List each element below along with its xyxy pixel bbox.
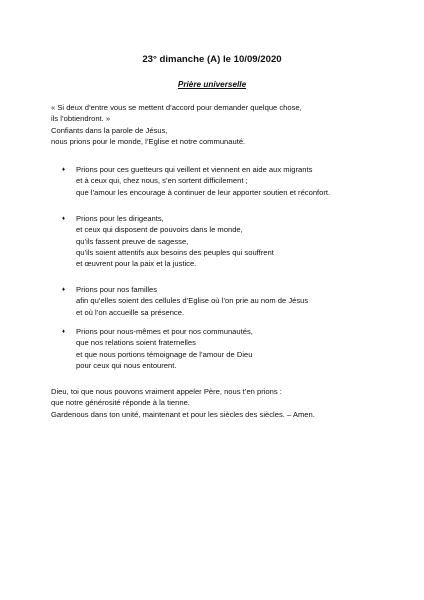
prayer-line: et où l’on accueille sa présence. xyxy=(76,307,185,317)
prayer-line: qu’ils fassent preuve de sagesse, xyxy=(76,236,189,246)
prayer-line: pour ceux qui nous entourent. xyxy=(76,360,177,370)
prayer-text xyxy=(76,213,274,269)
closing-paragraph xyxy=(51,386,315,420)
prayer-line: que l’amour les encourage à continuer de leur apporter soutien et réconfort. xyxy=(76,187,331,197)
intro-line: Confiants dans la parole de Jésus, xyxy=(51,125,168,135)
prayer-item xyxy=(62,213,274,269)
diamond-bullet-icon: ♦ xyxy=(62,287,66,293)
prayer-line: que nos relations soient fraternelles xyxy=(76,338,196,348)
prayer-text xyxy=(76,326,253,371)
prayer-line: Prions pour les dirigeants, xyxy=(76,214,164,223)
intro-line: nous prions pour le monde, l’Eglise et notre communauté. xyxy=(51,136,246,146)
prayer-item xyxy=(62,326,253,371)
prayer-line: afin qu’elles soient des cellules d’Eglise où l’on prie au nom de Jésus xyxy=(76,296,309,306)
closing-line: Gardenous dans ton unité, maintenant et pour les siècles des siècles. – Amen. xyxy=(51,409,315,419)
prayer-text xyxy=(76,164,330,198)
prayer-line: Prions pour nous-mêmes et pour nos communautés, xyxy=(76,327,253,336)
prayer-line: et à ceux qui, chez nous, s’en sortent difficilement ; xyxy=(76,176,248,186)
prayer-line: qu’ils soient attentifs aux besoins des peuples qui souffrent xyxy=(76,247,274,257)
prayer-item xyxy=(62,164,331,198)
prayer-text xyxy=(76,284,308,318)
intro-line: ils l’obtiendront. » xyxy=(51,114,111,124)
closing-line: Dieu, toi que nous pouvons vraiment appeler Père, nous t’en prions : xyxy=(51,387,282,396)
diamond-bullet-icon: ♦ xyxy=(62,167,66,173)
diamond-bullet-icon: ♦ xyxy=(62,216,66,222)
diamond-bullet-icon: ♦ xyxy=(62,329,66,335)
closing-line: que notre générosité réponde à la tienne. xyxy=(51,398,190,408)
prayer-line: et œuvrent pour la paix et la justice. xyxy=(76,259,197,269)
page-title: 23° dimanche (A) le 10/09/2020 xyxy=(142,54,282,65)
page-subtitle xyxy=(0,79,424,90)
intro-line: « Si deux d’entre vous se mettent d’accord pour demander quelque chose, xyxy=(51,103,302,112)
prayer-line: et ceux qui disposent de pouvoirs dans le monde, xyxy=(76,225,243,235)
prayer-line: et que nous portions témoignage de l’amour de Dieu xyxy=(76,349,253,359)
subtitle-text: Prière universelle xyxy=(177,80,247,89)
prayer-line: Prions pour ces guetteurs qui veillent et viennent en aide aux migrants xyxy=(76,165,313,174)
prayer-item xyxy=(62,284,309,318)
prayer-line: Prions pour nos familles xyxy=(76,285,158,294)
intro-paragraph xyxy=(51,102,302,147)
